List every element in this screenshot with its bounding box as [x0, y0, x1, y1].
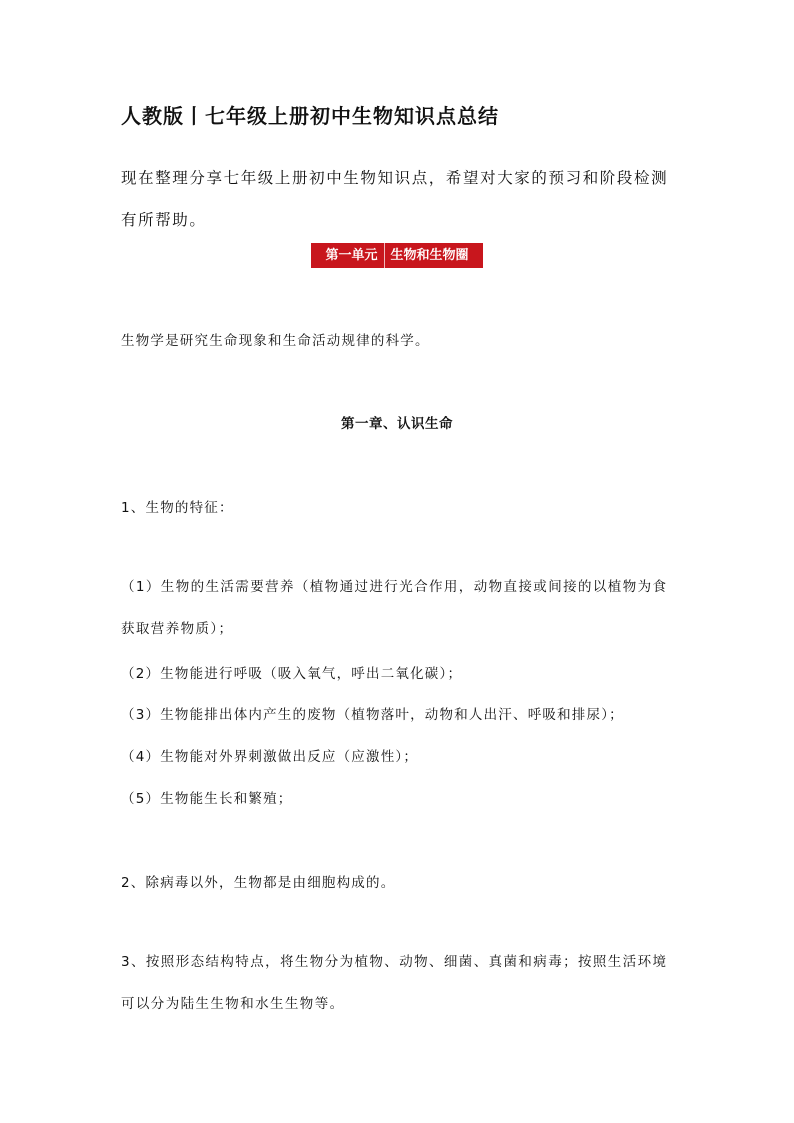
unit-banner [311, 243, 483, 268]
intro-paragraph: 现在整理分享七年级上册初中生物知识点，希望对大家的预习和阶段检测有所帮助。 [121, 169, 669, 229]
chapter-title: 第一章、认识生命 [341, 416, 453, 432]
unit-divider [384, 243, 385, 268]
section-1-item-5: （5）生物能生长和繁殖； [121, 791, 293, 807]
section-1-item-1: （1）生物的生活需要营养（植物通过进行光合作用，动物直接或间接的以植物为食获取营养物质）； [121, 579, 668, 637]
section-3-paragraph: 3、按照形态结构特点，将生物分为植物、动物、细菌、真菌和病毒；按照生活环境可以分为陆生生物和水生生物等。 [121, 954, 668, 1012]
section-2-paragraph: 2、除病毒以外，生物都是由细胞构成的。 [121, 875, 396, 891]
unit-number: 第一单元 [325, 248, 378, 263]
section-1-item-4: （4）生物能对外界刺激做出反应（应激性）； [121, 749, 419, 765]
section-1-heading: 1、生物的特征： [121, 500, 234, 516]
definition-paragraph: 生物学是研究生命现象和生命活动规律的科学。 [121, 333, 430, 349]
document-title: 人教版丨七年级上册初中生物知识点总结 [121, 104, 499, 128]
section-1-item-3: （3）生物能排出体内产生的废物（植物落叶，动物和人出汗、呼吸和排尿）； [121, 707, 624, 723]
section-1-item-2: （2）生物能进行呼吸（吸入氧气，呼出二氧化碳）； [121, 666, 463, 682]
unit-name: 生物和生物圈 [390, 248, 469, 263]
